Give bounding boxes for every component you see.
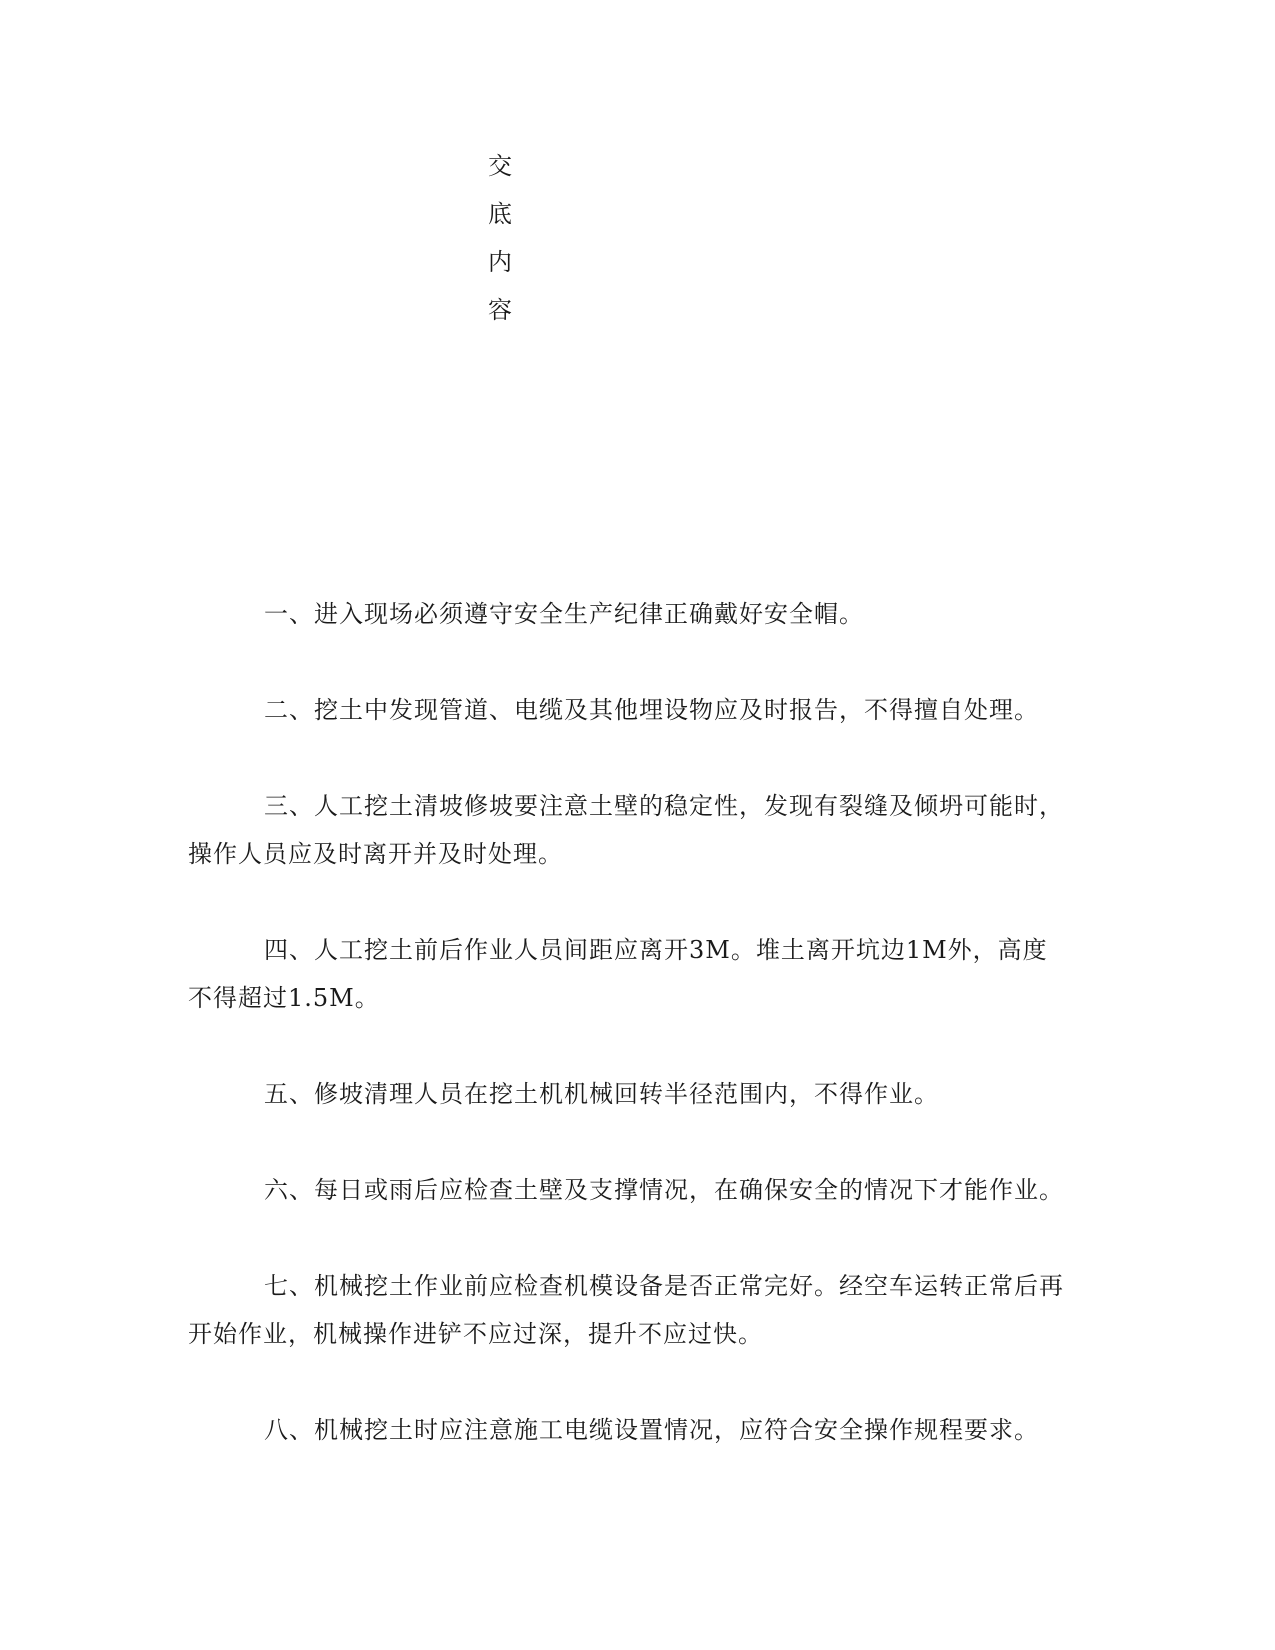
- instruction-item: 一、进入现场必须遵守安全生产纪律正确戴好安全帽。: [264, 600, 864, 628]
- instruction-item: 八、机械挖土时应注意施工电缆设置情况，应符合安全操作规程要求。: [264, 1416, 1039, 1444]
- title-char: 底: [488, 200, 512, 228]
- title-char: 内: [488, 248, 512, 276]
- instruction-item: 七、机械挖土作业前应检查机模设备是否正常完好。经空车运转正常后再开始作业，机械操作进铲不应过深，提升不应过快。: [188, 1272, 1064, 1348]
- title-char: 容: [488, 296, 512, 324]
- instruction-item: 三、人工挖土清坡修坡要注意土壁的稳定性，发现有裂缝及倾坍可能时，操作人员应及时离开并及时处理。: [188, 792, 1064, 868]
- instruction-item: 二、挖土中发现管道、电缆及其他埋设物应及时报告，不得擅自处理。: [264, 696, 1039, 724]
- instruction-item: 五、修坡清理人员在挖土机机械回转半径范围内，不得作业。: [264, 1080, 939, 1108]
- instruction-item: 六、每日或雨后应检查土壁及支撑情况，在确保安全的情况下才能作业。: [264, 1176, 1064, 1204]
- title-char: 交: [488, 152, 512, 180]
- instruction-item: 四、人工挖土前后作业人员间距应离开3M。堆土离开坑边1M外，高度不得超过1.5M。: [188, 936, 1048, 1012]
- section-title-vertical: [480, 152, 520, 344]
- instruction-list: [188, 590, 1068, 1502]
